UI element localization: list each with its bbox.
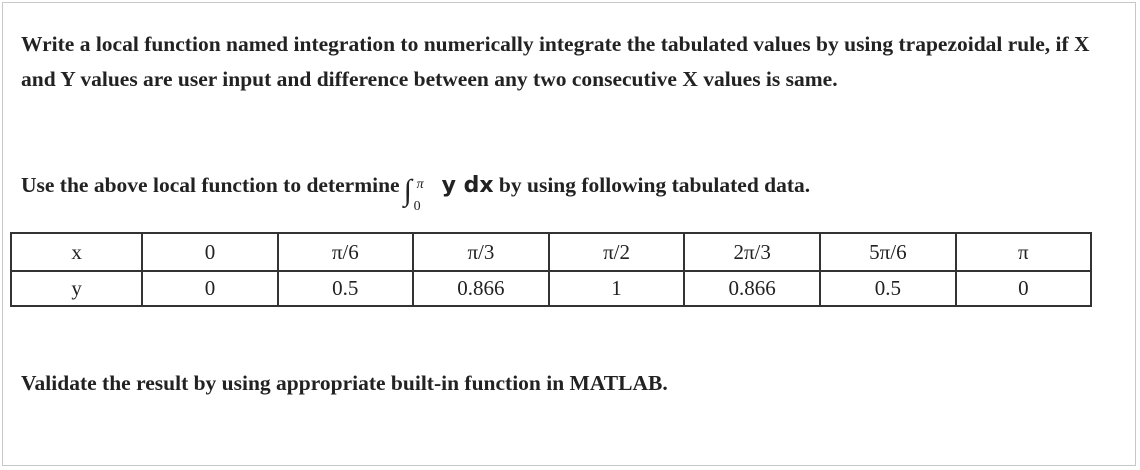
table-cell: 0 — [142, 271, 277, 306]
table-row-x — [11, 233, 1091, 271]
table-cell: 0 — [142, 233, 277, 271]
table-cell: 0.5 — [820, 271, 956, 306]
table-cell: π/3 — [413, 233, 549, 271]
table-cell: π/6 — [278, 233, 413, 271]
paragraph-2-prefix: Use the above local function to determine — [21, 173, 400, 197]
table-cell: 0.5 — [278, 271, 413, 306]
table-cell: 0.866 — [413, 271, 549, 306]
table-cell: π — [956, 233, 1091, 271]
problem-paragraph-1: Write a local function named integration to numerically integrate the tabulated values by using trapezoidal rule, if X and Y values are user input and difference between any two consecutive X values is same. — [21, 32, 1090, 91]
problem-paragraph-2 — [21, 168, 811, 214]
row-label-x: x — [11, 233, 142, 271]
table-row-y — [11, 271, 1091, 306]
table-cell: 0.866 — [684, 271, 820, 306]
integral-upper-limit: π — [416, 177, 424, 192]
integral-sign: ∫ — [403, 174, 412, 207]
table-cell: 1 — [549, 271, 684, 306]
data-table — [10, 232, 1092, 307]
table-cell: π/2 — [549, 233, 684, 271]
row-label-y: y — [11, 271, 142, 306]
problem-paragraph-3: Validate the result by using appropriate built-in function in MATLAB. — [21, 371, 668, 395]
table-cell: 0 — [956, 271, 1091, 306]
paragraph-2-suffix: by using following tabulated data. — [498, 173, 811, 197]
integral-lower-limit: 0 — [413, 199, 421, 214]
integral-expression: y dx — [441, 173, 494, 198]
table-cell: 2π/3 — [684, 233, 820, 271]
table-cell: 5π/6 — [820, 233, 956, 271]
